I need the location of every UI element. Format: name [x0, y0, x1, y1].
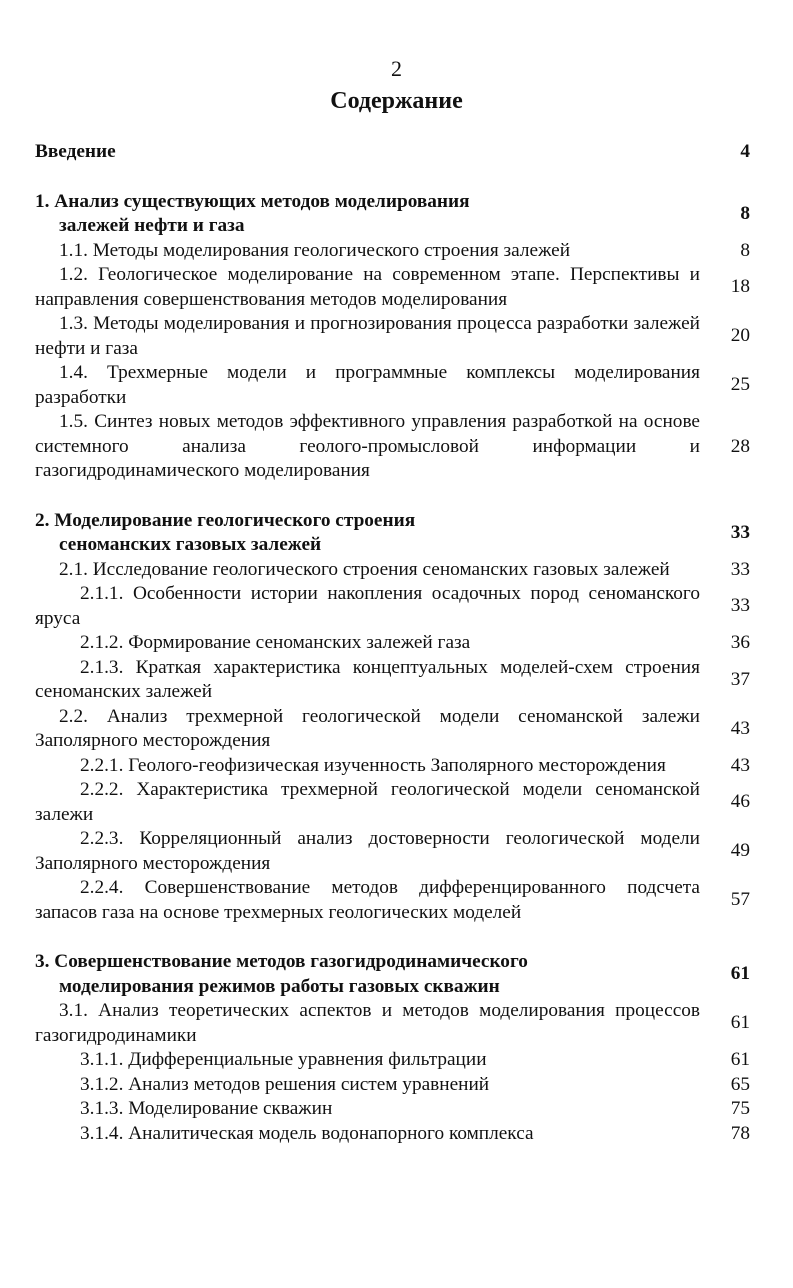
toc-entry-3-1-4 [35, 1122, 750, 1147]
toc-entry-3-1-2 [35, 1073, 750, 1098]
toc-entry-page: 8 [740, 202, 750, 224]
toc-entry-label: 2.1. Исследование геологического строения сеноманских газовых залежей [59, 558, 670, 580]
toc-chapter-line1: 2. Моделирование геологического строения [35, 509, 416, 531]
toc-entry-page: 49 [730, 840, 750, 862]
toc-entry-page: 65 [730, 1073, 750, 1095]
toc-entry-label: 3.1.3. Моделирование скважин [80, 1098, 333, 1119]
toc-entry-label: 3.1.4. Аналитическая модель водонапорного комплекса [80, 1122, 534, 1144]
toc-entry-page: 8 [740, 239, 750, 261]
toc-entry-page: 57 [730, 889, 750, 911]
toc-entry-label: 2.2.2. Характеристика трехмерной геологической модели сеноманской залежи [35, 779, 700, 825]
toc-entry-label: Введение [35, 141, 116, 162]
toc-entry-label: 2.2.4. Совершенствование методов дифференцированного подсчета запасов газа на основе трехмерных геологических моделей [35, 877, 700, 923]
toc-entry-2-1-2 [35, 631, 750, 656]
toc-entry-page: 28 [730, 435, 750, 457]
toc-entry-page: 78 [730, 1122, 750, 1144]
toc-entry-page: 61 [730, 963, 750, 985]
toc-entry-label: 2.1.2. Формирование сеноманских залежей газа [80, 632, 471, 653]
toc-entry-label: 2.2.3. Корреляционный анализ достоверности геологической модели Заполярного месторождения [35, 828, 700, 874]
toc-entry-page: 4 [740, 141, 750, 162]
toc-entry-label: 2.1.1. Особенности истории накопления осадочных пород сеноманского яруса [35, 583, 700, 629]
toc-entry-1-3 [35, 312, 750, 361]
toc-entry-label: 1.3. Методы моделирования и прогнозирования процесса разработки залежей нефти и газа [35, 313, 700, 359]
toc-entry-1-2 [35, 263, 750, 312]
table-of-contents [35, 140, 750, 1146]
toc-entry-2-2-1 [35, 754, 750, 779]
toc-entry-intro [35, 140, 750, 165]
toc-chapter-1 [35, 190, 750, 239]
toc-chapter-line1: 3. Совершенствование методов газогидродинамического [35, 951, 528, 972]
toc-entry-page: 33 [730, 595, 750, 617]
toc-entry-page: 25 [730, 374, 750, 396]
toc-entry-page: 43 [730, 717, 750, 739]
toc-entry-page: 43 [730, 754, 750, 776]
toc-chapter-line2: моделирования режимов работы газовых скважин [59, 975, 500, 997]
toc-entry-page: 20 [730, 325, 750, 347]
toc-entry-page: 46 [730, 791, 750, 813]
toc-entry-2-1-1 [35, 582, 750, 631]
toc-chapter-line2: залежей нефти и газа [59, 215, 245, 236]
toc-entry-label: 1.4. Трехмерные модели и программные комплексы моделирования разработки [35, 362, 700, 408]
toc-entry-2-1 [35, 558, 750, 583]
toc-entry-page: 61 [730, 1049, 750, 1070]
toc-entry-page: 33 [730, 521, 750, 543]
toc-entry-3-1-3 [35, 1097, 750, 1122]
toc-chapter-line1: 1. Анализ существующих методов моделирования [35, 190, 470, 212]
toc-chapter-line2: сеноманских газовых залежей [59, 534, 322, 555]
toc-entry-label: 3.1. Анализ теоретических аспектов и методов моделирования процессов газогидродинамики [35, 1000, 700, 1046]
toc-entry-label: 1.2. Геологическое моделирование на современном этапе. Перспективы и направления совершенствования методов моделирования [35, 264, 700, 310]
toc-entry-2-2 [35, 705, 750, 754]
toc-entry-1-5 [35, 410, 750, 484]
page-number: 2 [391, 56, 402, 81]
toc-entry-page: 61 [730, 1012, 750, 1034]
page-title: Содержание [330, 88, 463, 114]
toc-chapter-2 [35, 509, 750, 558]
toc-entry-label: 3.1.2. Анализ методов решения систем уравнений [80, 1073, 490, 1095]
toc-entry-1-1 [35, 239, 750, 264]
toc-entry-label: 3.1.1. Дифференциальные уравнения фильтрации [80, 1049, 487, 1070]
toc-entry-page: 37 [730, 668, 750, 690]
toc-chapter-3 [35, 950, 750, 999]
toc-entry-2-1-3 [35, 656, 750, 705]
toc-entry-3-1 [35, 999, 750, 1048]
toc-entry-label: 1.5. Синтез новых методов эффективного управления разработкой на основе системного анализа геолого-промысловой информации и газогидродинамического моделирования [35, 411, 700, 481]
toc-entry-1-4 [35, 361, 750, 410]
toc-entry-page: 18 [730, 276, 750, 298]
toc-entry-2-2-4 [35, 876, 750, 925]
toc-entry-page: 33 [730, 558, 750, 580]
toc-entry-2-2-3 [35, 827, 750, 876]
toc-entry-page: 75 [730, 1098, 750, 1119]
toc-entry-page: 36 [730, 632, 750, 653]
toc-entry-label: 2.2.1. Геолого-геофизическая изученность Заполярного месторождения [80, 754, 666, 776]
toc-entry-3-1-1 [35, 1048, 750, 1073]
toc-entry-label: 2.1.3. Краткая характеристика концептуальных моделей-схем строения сеноманских залежей [35, 656, 700, 702]
toc-entry-label: 1.1. Методы моделирования геологического строения залежей [59, 239, 571, 261]
toc-entry-label: 2.2. Анализ трехмерной геологической модели сеноманской залежи Заполярного месторождения [35, 705, 700, 751]
toc-entry-2-2-2 [35, 778, 750, 827]
